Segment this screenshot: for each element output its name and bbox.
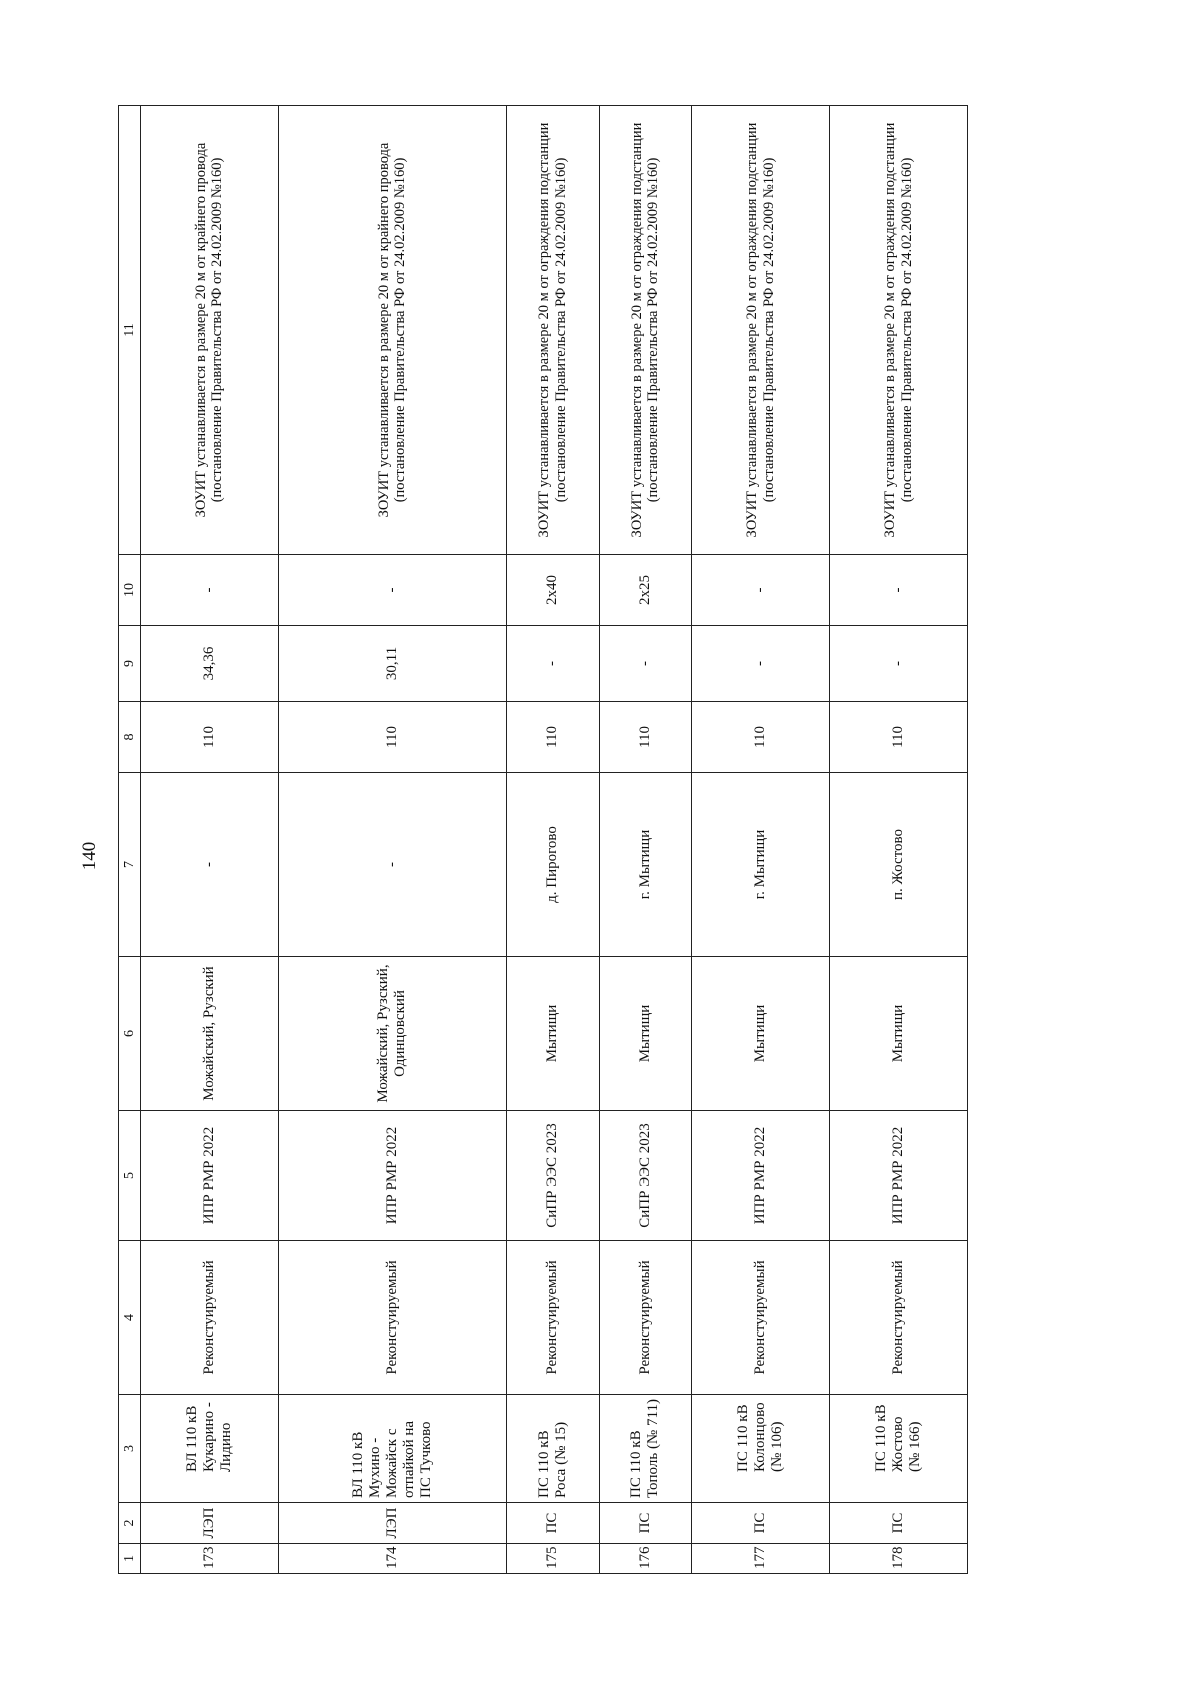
object-length: 30,11 xyxy=(278,626,506,702)
object-length: - xyxy=(506,626,599,702)
object-voltage: 110 xyxy=(278,702,506,773)
object-length: - xyxy=(830,626,968,702)
table-row xyxy=(830,106,968,1574)
object-locality: д. Пирогово xyxy=(506,773,599,957)
object-source: ИПР РМР 2022 xyxy=(278,1111,506,1241)
object-power: - xyxy=(141,555,279,626)
object-locality: - xyxy=(141,773,279,957)
object-kind: ЛЭП xyxy=(141,1503,279,1544)
col-header: 10 xyxy=(119,555,141,626)
col-header: 7 xyxy=(119,773,141,957)
object-name: ВЛ 110 кВ Кукарино - Лидино xyxy=(141,1395,279,1503)
col-header: 11 xyxy=(119,106,141,555)
object-kind: ЛЭП xyxy=(278,1503,506,1544)
object-power: 2х25 xyxy=(599,555,692,626)
objects-table xyxy=(118,105,968,1574)
object-voltage: 110 xyxy=(692,702,830,773)
object-voltage: 110 xyxy=(506,702,599,773)
object-locality: п. Жостово xyxy=(830,773,968,957)
object-district: Мытищи xyxy=(599,957,692,1111)
page-number: 140 xyxy=(79,841,100,871)
table-row xyxy=(278,106,506,1574)
table-container xyxy=(118,106,968,1574)
object-status: Реконстуируемый xyxy=(599,1241,692,1395)
row-number: 178 xyxy=(830,1544,968,1574)
object-district: Мытищи xyxy=(506,957,599,1111)
header-row xyxy=(119,106,141,1574)
object-zone-note: ЗОУИТ устанавливается в размере 20 м от ограждения подстанции (постановление Правительства РФ от 24.02.2009 №160) xyxy=(599,106,692,555)
object-zone-note: ЗОУИТ устанавливается в размере 20 м от ограждения подстанции (постановление Правительства РФ от 24.02.2009 №160) xyxy=(692,106,830,555)
object-status: Реконстуируемый xyxy=(506,1241,599,1395)
table-row xyxy=(692,106,830,1574)
object-status: Реконстуируемый xyxy=(830,1241,968,1395)
object-locality: г. Мытищи xyxy=(692,773,830,957)
col-header: 5 xyxy=(119,1111,141,1241)
object-locality: - xyxy=(278,773,506,957)
object-name: ПС 110 кВ Роса (№ 15) xyxy=(506,1395,599,1503)
col-header: 8 xyxy=(119,702,141,773)
object-length: - xyxy=(692,626,830,702)
object-name: ВЛ 110 кВ Мухино - Можайск с отпайкой на ПС Тучково xyxy=(278,1395,506,1503)
row-number: 175 xyxy=(506,1544,599,1574)
row-number: 177 xyxy=(692,1544,830,1574)
object-kind: ПС xyxy=(599,1503,692,1544)
object-status: Реконстуируемый xyxy=(141,1241,279,1395)
object-district: Можайский, Рузский, Одинцовский xyxy=(278,957,506,1111)
object-voltage: 110 xyxy=(141,702,279,773)
object-source: ИПР РМР 2022 xyxy=(141,1111,279,1241)
object-source: ИПР РМР 2022 xyxy=(830,1111,968,1241)
object-power: - xyxy=(692,555,830,626)
object-status: Реконстуируемый xyxy=(692,1241,830,1395)
col-header: 3 xyxy=(119,1395,141,1503)
object-locality: г. Мытищи xyxy=(599,773,692,957)
col-header: 4 xyxy=(119,1241,141,1395)
object-voltage: 110 xyxy=(830,702,968,773)
table-row xyxy=(506,106,599,1574)
row-number: 174 xyxy=(278,1544,506,1574)
col-header: 1 xyxy=(119,1544,141,1574)
object-source: СиПР ЭЭС 2023 xyxy=(599,1111,692,1241)
col-header: 2 xyxy=(119,1503,141,1544)
object-source: ИПР РМР 2022 xyxy=(692,1111,830,1241)
object-name: ПС 110 кВ Жостово (№ 166) xyxy=(830,1395,968,1503)
object-voltage: 110 xyxy=(599,702,692,773)
object-source: СиПР ЭЭС 2023 xyxy=(506,1111,599,1241)
object-zone-note: ЗОУИТ устанавливается в размере 20 м от крайнего провода (постановление Правительства РФ от 24.02.2009 №160) xyxy=(278,106,506,555)
object-kind: ПС xyxy=(830,1503,968,1544)
object-kind: ПС xyxy=(692,1503,830,1544)
object-name: ПС 110 кВ Тополь (№ 711) xyxy=(599,1395,692,1503)
object-length: - xyxy=(599,626,692,702)
object-name: ПС 110 кВ Колонцово (№ 106) xyxy=(692,1395,830,1503)
object-status: Реконстуируемый xyxy=(278,1241,506,1395)
object-length: 34,36 xyxy=(141,626,279,702)
table-row xyxy=(599,106,692,1574)
object-zone-note: ЗОУИТ устанавливается в размере 20 м от ограждения подстанции (постановление Правительства РФ от 24.02.2009 №160) xyxy=(830,106,968,555)
object-power: - xyxy=(830,555,968,626)
object-kind: ПС xyxy=(506,1503,599,1544)
object-district: Мытищи xyxy=(830,957,968,1111)
object-district: Можайский, Рузский xyxy=(141,957,279,1111)
col-header: 6 xyxy=(119,957,141,1111)
table-rotated-frame xyxy=(118,106,968,1574)
row-number: 173 xyxy=(141,1544,279,1574)
object-district: Мытищи xyxy=(692,957,830,1111)
object-zone-note: ЗОУИТ устанавливается в размере 20 м от крайнего провода (постановление Правительства РФ от 24.02.2009 №160) xyxy=(141,106,279,555)
object-zone-note: ЗОУИТ устанавливается в размере 20 м от ограждения подстанции (постановление Правительства РФ от 24.02.2009 №160) xyxy=(506,106,599,555)
col-header: 9 xyxy=(119,626,141,702)
table-row xyxy=(141,106,279,1574)
object-power: 2х40 xyxy=(506,555,599,626)
object-power: - xyxy=(278,555,506,626)
row-number: 176 xyxy=(599,1544,692,1574)
